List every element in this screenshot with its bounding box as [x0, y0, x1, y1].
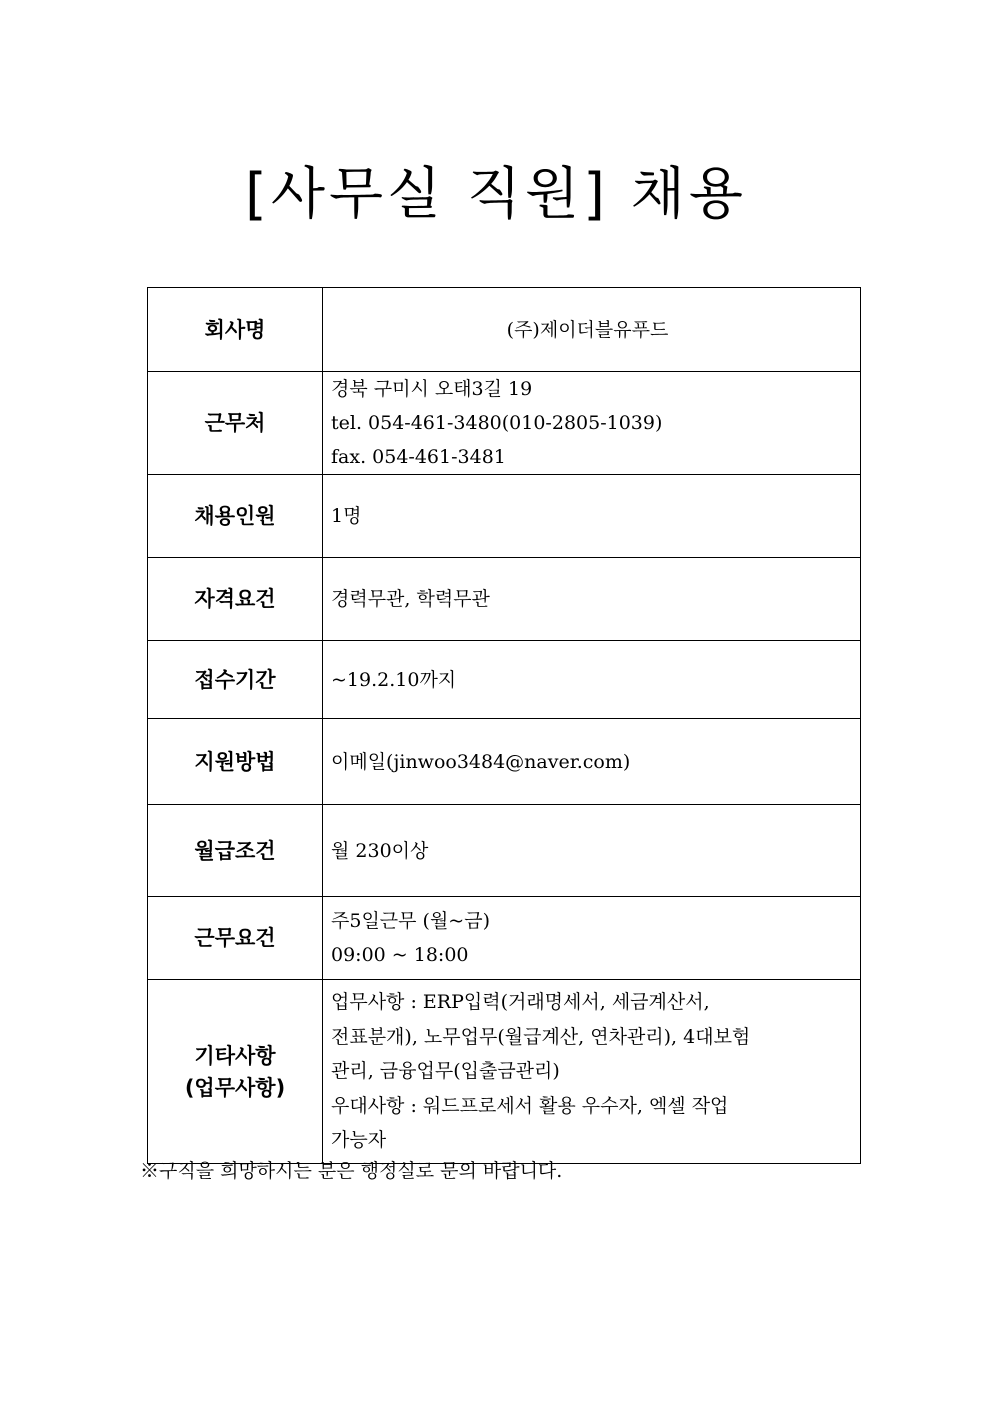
- footnote: ※구직을 희망하시는 분은 행정실로 문의 바랍니다.: [140, 1160, 563, 1182]
- headcount-value: [323, 475, 861, 558]
- work-hours: 09:00 ~ 18:00: [331, 944, 469, 966]
- headcount-text: 1명: [331, 505, 362, 527]
- other-line-1: 업무사항 : ERP입력(거래명세서, 세금계산서,: [331, 991, 710, 1014]
- application-period-text: ~19.2.10까지: [331, 668, 457, 691]
- recruitment-table: [147, 287, 861, 1164]
- other-label-line1: 기타사항: [194, 1043, 276, 1068]
- page-title: [사무실 직원] 채용: [245, 162, 747, 227]
- other-label: [148, 980, 323, 1164]
- other-line-3: 관리, 금융업무(입출금관리): [331, 1060, 560, 1083]
- table-row-salary: [148, 805, 861, 897]
- workplace-tel: tel. 054-461-3480(010-2805-1039): [331, 412, 663, 434]
- table-row-company: [148, 288, 861, 372]
- table-row-headcount: [148, 475, 861, 558]
- salary-label: 월급조건: [148, 805, 323, 897]
- headcount-label: 채용인원: [148, 475, 323, 558]
- application-method-value: [323, 719, 861, 805]
- salary-value: [323, 805, 861, 897]
- company-label: 회사명: [148, 288, 323, 372]
- application-period-value: [323, 641, 861, 719]
- company-name: (주)제이더블유푸드: [506, 318, 669, 341]
- application-period-label: 접수기간: [148, 641, 323, 719]
- other-label-line2: (업무사항): [184, 1075, 286, 1100]
- table-row-other: [148, 980, 861, 1164]
- other-value: [323, 980, 861, 1164]
- qualifications-text: 경력무관, 학력무관: [331, 588, 490, 610]
- other-line-5: 가능자: [331, 1129, 387, 1152]
- table-row-work-conditions: [148, 897, 861, 980]
- salary-text: 월 230이상: [331, 839, 429, 862]
- qualifications-value: [323, 558, 861, 641]
- table-row-application-period: [148, 641, 861, 719]
- work-conditions-value: [323, 897, 861, 980]
- company-value: [323, 288, 861, 372]
- table-row-workplace: [148, 372, 861, 475]
- other-line-4: 우대사항 : 워드프로세서 활용 우수자, 엑셀 작업: [331, 1094, 729, 1117]
- application-method-label: 지원방법: [148, 719, 323, 805]
- other-line-2: 전표분개), 노무업무(월급계산, 연차관리), 4대보험: [331, 1025, 751, 1048]
- table-row-application-method: [148, 719, 861, 805]
- workplace-label: 근무처: [148, 372, 323, 475]
- workplace-address: 경북 구미시 오태3길 19: [331, 378, 533, 400]
- workplace-fax: fax. 054-461-3481: [331, 446, 506, 468]
- work-days: 주5일근무 (월~금): [331, 910, 490, 932]
- application-method-text: 이메일(jinwoo3484@naver.com): [331, 750, 631, 773]
- workplace-value: [323, 372, 861, 475]
- table-row-qualifications: [148, 558, 861, 641]
- qualifications-label: 자격요건: [148, 558, 323, 641]
- work-conditions-label: 근무요건: [148, 897, 323, 980]
